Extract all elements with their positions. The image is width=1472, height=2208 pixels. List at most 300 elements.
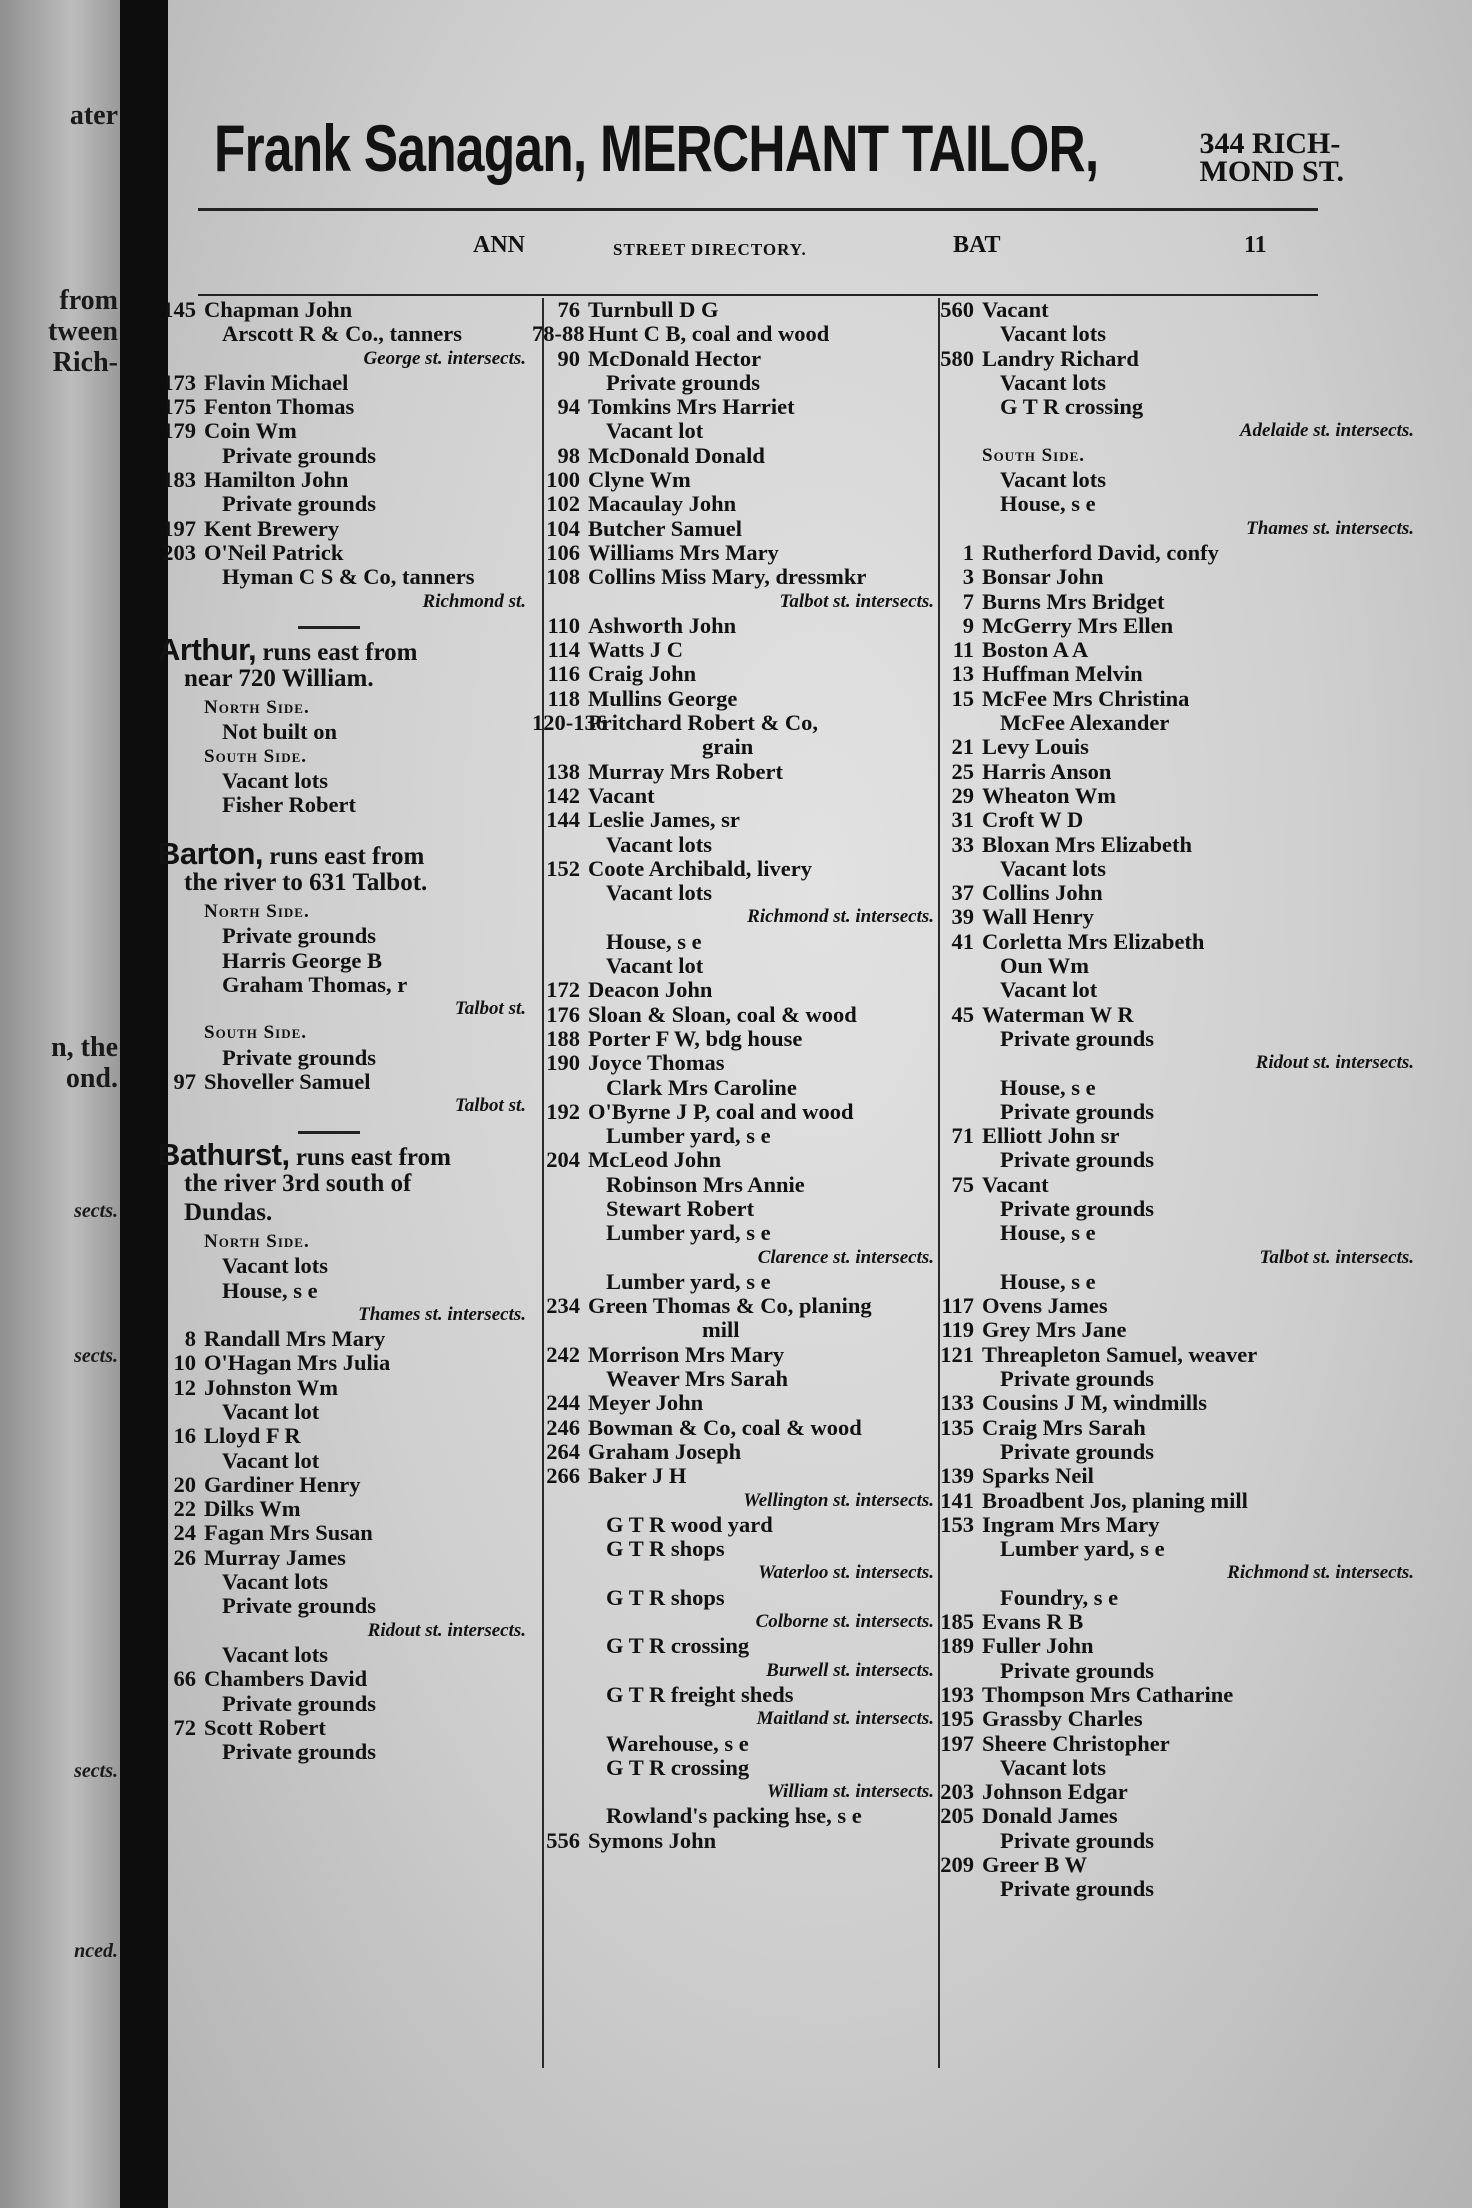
entry-text: Butcher Samuel: [588, 515, 742, 541]
entry-text: Collins Miss Mary, dressmkr: [588, 564, 867, 590]
entry-text: Waterman W R: [982, 1001, 1134, 1027]
directory-entry: [532, 1537, 946, 1561]
entry-text: McDonald Hector: [588, 345, 762, 371]
directory-entry: [926, 1756, 1426, 1780]
entry-text: South Side.: [204, 1022, 308, 1044]
entry-text: Shoveller Samuel: [204, 1069, 371, 1095]
directory-entry: [926, 1343, 1426, 1367]
directory-page: [158, 0, 1472, 2208]
entry-text: Threapleton Samuel, weaver: [982, 1341, 1258, 1367]
house-number: 9: [962, 612, 974, 638]
adjacent-page-fragment: sects.: [74, 1200, 118, 1222]
street-intersection: [148, 1303, 538, 1327]
entry-text: Richmond st. intersects.: [747, 906, 934, 928]
entry-text: Flavin Michael: [204, 369, 349, 395]
directory-entry: [532, 687, 946, 711]
directory-entry: [926, 1464, 1426, 1488]
directory-entry: [532, 1270, 946, 1294]
directory-entry: [148, 468, 538, 492]
entry-text: Private grounds: [1000, 1657, 1154, 1683]
entry-text: Morrison Mrs Mary: [588, 1341, 785, 1367]
entry-text: Burwell st. intersects.: [766, 1659, 934, 1681]
entry-text: Wheaton Wm: [982, 782, 1116, 808]
entry-text: House, s e: [222, 1277, 318, 1303]
directory-entry: [926, 954, 1426, 978]
entry-text: McFee Mrs Christina: [982, 685, 1190, 711]
entry-text: near 720 William.: [184, 665, 374, 693]
house-number: 183: [162, 467, 196, 493]
entry-continuation: [532, 1318, 946, 1342]
house-number: 75: [951, 1171, 974, 1197]
directory-entry: [532, 614, 946, 638]
directory-entry: [148, 1070, 538, 1094]
directory-entry: [926, 395, 1426, 419]
entry-text: Murray Mrs Robert: [588, 758, 783, 784]
house-number: 203: [162, 539, 196, 565]
entry-text: House, s e: [1000, 1074, 1096, 1100]
directory-entry: [926, 784, 1426, 808]
directory-entry: [926, 541, 1426, 565]
directory-entry: [532, 1634, 946, 1658]
entry-text: Lumber yard, s e: [1000, 1536, 1165, 1562]
entry-text: Fuller John: [982, 1633, 1094, 1659]
directory-entry: [148, 371, 538, 395]
directory-entry: [926, 711, 1426, 735]
directory-entry: [926, 1391, 1426, 1415]
directory-entry: [532, 760, 946, 784]
directory-entry: [926, 1683, 1426, 1707]
street-intersection: [532, 1561, 946, 1585]
entry-text: Stewart Robert: [606, 1195, 755, 1221]
directory-entry: [532, 857, 946, 881]
advertiser-address: [1199, 127, 1344, 188]
entry-text: Porter F W, bdg house: [588, 1025, 803, 1051]
entry-text: Vacant lots: [606, 880, 713, 906]
directory-entry: [148, 1546, 538, 1570]
entry-text: Cousins J M, windmills: [982, 1390, 1208, 1416]
house-number: 173: [162, 369, 196, 395]
entry-text: Clyne Wm: [588, 467, 691, 493]
entry-text: Wall Henry: [982, 904, 1094, 930]
directory-entry: [532, 881, 946, 905]
directory-entry: [148, 924, 538, 948]
entry-text: Lumber yard, s e: [606, 1268, 771, 1294]
entry-text: Mullins George: [588, 685, 738, 711]
entry-text: Private grounds: [1000, 1195, 1154, 1221]
street-intersection: [532, 1780, 946, 1804]
entry-text: Vacant lots: [1000, 1754, 1107, 1780]
entry-text: Ingram Mrs Mary: [982, 1511, 1160, 1537]
entry-text: Private grounds: [222, 923, 376, 949]
directory-entry: [532, 1391, 946, 1415]
adjacent-page-fragment: Rich-: [52, 347, 118, 378]
house-number: 12: [173, 1374, 196, 1400]
address-line-2: MOND ST.: [1199, 155, 1344, 188]
entry-text: Johnston Wm: [204, 1374, 339, 1400]
entry-text: Private grounds: [1000, 1366, 1154, 1392]
directory-column-3: [926, 298, 1426, 1902]
entry-text: North Side.: [204, 697, 310, 719]
directory-entry: [148, 1594, 538, 1618]
directory-entry: [926, 1853, 1426, 1877]
entry-text: Richmond st. intersects.: [1227, 1562, 1414, 1584]
entry-text: McGerry Mrs Ellen: [982, 612, 1174, 638]
directory-entry: [532, 395, 946, 419]
directory-entry: [532, 1586, 946, 1610]
street-heading-continuation: [148, 868, 538, 900]
directory-entry: [532, 1804, 946, 1828]
entry-text: Randall Mrs Mary: [204, 1326, 386, 1352]
entry-text: Robinson Mrs Annie: [606, 1171, 805, 1197]
entry-text: Craig Mrs Sarah: [982, 1414, 1146, 1440]
directory-entry: [532, 468, 946, 492]
directory-entry: [532, 1221, 946, 1245]
street-intersection: [926, 1246, 1426, 1270]
entry-text: O'Byrne J P, coal and wood: [588, 1098, 854, 1124]
directory-entry: [926, 1173, 1426, 1197]
directory-entry: [148, 1692, 538, 1716]
entry-text: Lumber yard, s e: [606, 1123, 771, 1149]
directory-entry: [532, 1732, 946, 1756]
house-number: 189: [940, 1633, 974, 1659]
house-number: 185: [940, 1609, 974, 1635]
house-number: 152: [546, 855, 580, 881]
entry-text: Vacant lots: [222, 1253, 329, 1279]
directory-entry: [926, 1707, 1426, 1731]
entry-text: Kent Brewery: [204, 515, 340, 541]
entry-text: George st. intersects.: [363, 347, 526, 369]
entry-text: Private grounds: [222, 442, 376, 468]
entry-text: the river to 631 Talbot.: [184, 868, 428, 896]
directory-entry: [148, 793, 538, 817]
entry-text: G T R crossing: [606, 1633, 750, 1659]
directory-entry: [532, 1076, 946, 1100]
house-number: 33: [951, 831, 974, 857]
entry-text: Vacant: [982, 1171, 1049, 1197]
directory-entry: [926, 687, 1426, 711]
directory-entry: [148, 1327, 538, 1351]
entry-text: Deacon John: [588, 977, 713, 1003]
running-head-title: STREET DIRECTORY.: [613, 240, 807, 259]
entry-text: Private grounds: [222, 491, 376, 517]
adjacent-page-fragment: sects.: [74, 1760, 118, 1782]
directory-entry: [532, 833, 946, 857]
house-number: 580: [940, 345, 974, 371]
directory-entry: [926, 1877, 1426, 1901]
house-number: 108: [546, 564, 580, 590]
entry-text: Hunt C B, coal and wood: [588, 321, 830, 347]
entry-text: Meyer John: [588, 1390, 704, 1416]
entry-text: Grey Mrs Jane: [982, 1317, 1127, 1343]
directory-entry: [532, 808, 946, 832]
house-number: 121: [940, 1341, 974, 1367]
directory-entry: [148, 419, 538, 443]
street-heading: [148, 1136, 538, 1172]
house-number: 110: [547, 612, 580, 638]
entry-text: Private grounds: [222, 1690, 376, 1716]
house-number: 106: [546, 539, 580, 565]
entry-text: grain: [702, 734, 754, 760]
directory-entry: [532, 444, 946, 468]
directory-entry: [926, 1829, 1426, 1853]
entry-text: Vacant lot: [222, 1398, 320, 1424]
directory-entry: [148, 1046, 538, 1070]
directory-entry: [532, 1173, 946, 1197]
directory-entry: [926, 1003, 1426, 1027]
entry-text: Dilks Wm: [204, 1496, 301, 1522]
directory-entry: [926, 371, 1426, 395]
entry-text: Private grounds: [1000, 1147, 1154, 1173]
directory-entry: [532, 1683, 946, 1707]
street-intersection: [532, 905, 946, 929]
entry-text: Murray James: [204, 1544, 346, 1570]
advertisement-header: [204, 110, 1344, 210]
entry-text: Turnbull D G: [588, 297, 719, 322]
page-number: 11: [1244, 232, 1267, 258]
entry-text: Donald James: [982, 1803, 1118, 1829]
street-intersection: [148, 347, 538, 371]
advertiser-name: Frank Sanagan, MERCHANT TAILOR,: [214, 111, 1099, 185]
separator-rule: [298, 1119, 360, 1143]
entry-text: Levy Louis: [982, 734, 1089, 760]
street-intersection: [926, 1051, 1426, 1075]
entry-text: Bonsar John: [982, 564, 1104, 590]
entry-text: Tomkins Mrs Harriet: [588, 394, 795, 420]
entry-text: Talbot st.: [454, 998, 526, 1020]
house-number: 78-88: [532, 321, 585, 347]
directory-entry: [926, 662, 1426, 686]
street-intersection: [532, 1610, 946, 1634]
entry-text: Baker J H: [588, 1463, 687, 1489]
entry-text: Waterloo st. intersects.: [758, 1562, 934, 1584]
house-number: 188: [546, 1025, 580, 1051]
house-number: 119: [941, 1317, 974, 1343]
entry-text: Grassby Charles: [982, 1706, 1143, 1732]
street-intersection: [532, 1489, 946, 1513]
entry-text: Huffman Melvin: [982, 661, 1143, 687]
house-number: 114: [547, 637, 580, 663]
address-line-1: 344 RICH-: [1199, 127, 1341, 160]
entry-text: Vacant lots: [1000, 321, 1107, 347]
entry-text: Collins John: [982, 880, 1103, 906]
entry-text: Wellington st. intersects.: [743, 1489, 934, 1511]
directory-entry: [148, 492, 538, 516]
entry-text: Symons John: [588, 1827, 717, 1853]
adjacent-page-fragment: sects.: [74, 1345, 118, 1367]
directory-entry: [148, 1740, 538, 1764]
directory-entry: [926, 1318, 1426, 1342]
house-number: 266: [546, 1463, 580, 1489]
house-number: 190: [546, 1050, 580, 1076]
entry-text: North Side.: [204, 1230, 310, 1252]
house-number: 142: [546, 782, 580, 808]
house-number: 138: [546, 758, 580, 784]
entry-text: Private grounds: [222, 1739, 376, 1765]
street-intersection: [926, 419, 1426, 443]
directory-entry: [926, 565, 1426, 589]
directory-entry: [532, 711, 946, 735]
house-number: 197: [940, 1730, 974, 1756]
house-number: 242: [546, 1341, 580, 1367]
entry-text: Clarence st. intersects.: [757, 1246, 934, 1268]
directory-entry: [148, 1716, 538, 1740]
street-heading-continuation: [148, 667, 538, 696]
entry-text: Fenton Thomas: [204, 394, 355, 420]
house-number: 176: [546, 1001, 580, 1027]
house-number: 102: [546, 491, 580, 517]
directory-entry: [926, 492, 1426, 516]
street-side-heading: [148, 696, 538, 720]
directory-entry: [926, 735, 1426, 759]
entry-text: Talbot st. intersects.: [779, 590, 934, 612]
directory-entry: [926, 1100, 1426, 1124]
directory-entry: [532, 930, 946, 954]
adjacent-page-fragment: n, the: [51, 1032, 118, 1063]
house-number: 21: [951, 734, 974, 760]
directory-entry: [532, 1440, 946, 1464]
entry-text: Graham Thomas, r: [222, 971, 408, 997]
entry-text: Johnson Edgar: [982, 1779, 1128, 1805]
directory-entry: [926, 590, 1426, 614]
house-number: 16: [173, 1423, 196, 1449]
entry-text: South Side.: [204, 745, 308, 767]
separator-rule: [298, 614, 360, 638]
directory-entry: [148, 1667, 538, 1691]
entry-text: Green Thomas & Co, planing: [588, 1293, 872, 1319]
directory-entry: [926, 1659, 1426, 1683]
directory-entry: [532, 565, 946, 589]
directory-entry: [532, 1829, 946, 1853]
entry-text: G T R crossing: [606, 1754, 750, 1780]
house-number: 71: [951, 1123, 974, 1149]
directory-entry: [148, 949, 538, 973]
directory-entry: [532, 322, 946, 346]
house-number: 234: [546, 1293, 580, 1319]
adjacent-page-fragment: tween: [48, 316, 118, 347]
directory-entry: [926, 1634, 1426, 1658]
directory-entry: [532, 1513, 946, 1537]
entry-text: Talbot st. intersects.: [1259, 1246, 1414, 1268]
entry-text: G T R wood yard: [606, 1511, 773, 1537]
street-intersection: [532, 590, 946, 614]
house-number: 133: [940, 1390, 974, 1416]
directory-entry: [926, 1148, 1426, 1172]
street-intersection: [532, 1246, 946, 1270]
directory-entry: [148, 1473, 538, 1497]
house-number: 31: [951, 807, 974, 833]
directory-entry: [148, 322, 538, 346]
directory-entry: [532, 298, 946, 322]
entry-text: Private grounds: [1000, 1827, 1154, 1853]
adjacent-page-fragment: ater: [69, 100, 118, 131]
directory-entry: [532, 1027, 946, 1051]
directory-entry: [532, 1124, 946, 1148]
entry-text: Rowland's packing hse, s e: [606, 1803, 862, 1829]
entry-text: Evans R B: [982, 1609, 1084, 1635]
entry-text: G T R freight sheds: [606, 1681, 794, 1707]
directory-entry: [532, 347, 946, 371]
entry-text: Hamilton John: [204, 467, 349, 493]
house-number: 1: [962, 539, 974, 565]
house-number: 100: [546, 467, 580, 493]
entry-text: Sheere Christopher: [982, 1730, 1170, 1756]
entry-text: Private grounds: [606, 369, 760, 395]
directory-entry: [532, 541, 946, 565]
entry-text: Private grounds: [222, 1593, 376, 1619]
adjacent-page-fragment: ond.: [65, 1063, 118, 1094]
house-number: 264: [546, 1438, 580, 1464]
street-intersection: [532, 1707, 946, 1731]
entry-text: G T R crossing: [1000, 394, 1144, 420]
directory-entry: [148, 1643, 538, 1667]
entry-text: Chambers David: [204, 1666, 368, 1692]
house-number: 15: [951, 685, 974, 711]
directory-entry: [926, 833, 1426, 857]
adjacent-page-fragment: nced.: [74, 1940, 118, 1962]
entry-text: Bowman & Co, coal & wood: [588, 1414, 862, 1440]
directory-entry: [926, 1416, 1426, 1440]
directory-entry: [532, 1100, 946, 1124]
directory-entry: [148, 1497, 538, 1521]
house-number: 141: [940, 1487, 974, 1513]
street-side-heading: [148, 1230, 538, 1254]
entry-text: House, s e: [1000, 1220, 1096, 1246]
street-heading: [148, 835, 538, 871]
entry-text: Macaulay John: [588, 491, 737, 517]
entry-text: Landry Richard: [982, 345, 1139, 371]
directory-entry: [148, 395, 538, 419]
directory-entry: [532, 1343, 946, 1367]
street-name: Bathurst, runs east from: [158, 1136, 451, 1172]
directory-entry: [926, 1270, 1426, 1294]
house-number: 145: [162, 297, 196, 322]
entry-text: mill: [702, 1317, 740, 1343]
entry-text: Vacant lot: [222, 1447, 320, 1473]
house-number: 3: [962, 564, 974, 590]
directory-entry: [532, 1367, 946, 1391]
entry-text: Watts J C: [588, 637, 683, 663]
entry-text: Sparks Neil: [982, 1463, 1094, 1489]
directory-entry: [926, 1489, 1426, 1513]
entry-text: Not built on: [222, 719, 338, 745]
directory-entry: [926, 978, 1426, 1002]
directory-entry: [926, 1586, 1426, 1610]
house-number: 8: [184, 1326, 196, 1352]
directory-entry: [926, 1513, 1426, 1537]
entry-text: Lloyd F R: [204, 1423, 301, 1449]
entry-text: Croft W D: [982, 807, 1084, 833]
directory-entry: [532, 954, 946, 978]
directory-entry: [926, 1124, 1426, 1148]
house-number: 25: [951, 758, 974, 784]
entry-text: Williams Mrs Mary: [588, 539, 779, 565]
entry-text: Ridout st. intersects.: [367, 1619, 526, 1641]
entry-text: Weaver Mrs Sarah: [606, 1366, 789, 1392]
directory-entry: [926, 1367, 1426, 1391]
directory-entry: [532, 371, 946, 395]
entry-text: Scott Robert: [204, 1714, 326, 1740]
house-number: 37: [951, 880, 974, 906]
house-number: 7: [962, 588, 974, 614]
house-number: 98: [557, 442, 580, 468]
entry-text: Vacant lots: [222, 768, 329, 794]
entry-text: Broadbent Jos, planing mill: [982, 1487, 1248, 1513]
entry-text: McDonald Donald: [588, 442, 765, 468]
entry-text: Leslie James, sr: [588, 807, 740, 833]
house-number: 193: [940, 1681, 974, 1707]
directory-entry: [532, 1416, 946, 1440]
street-intersection: [148, 1094, 538, 1118]
